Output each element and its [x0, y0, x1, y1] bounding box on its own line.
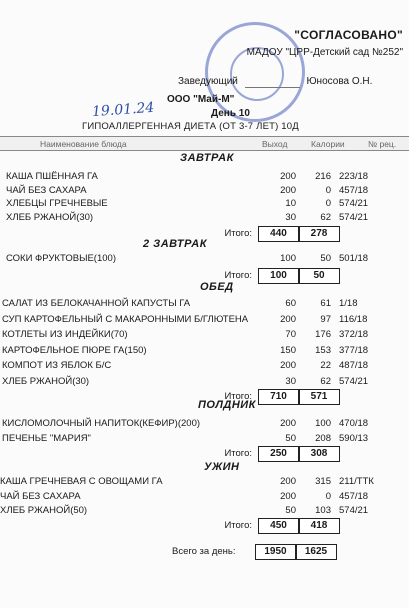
dish-qty: 200	[280, 418, 296, 429]
supplier-name: ООО "Май-М"	[167, 94, 235, 105]
meal-total-label: Итого:	[224, 270, 252, 281]
dish-qty: 200	[280, 184, 296, 196]
grand-total-box	[255, 544, 337, 560]
meal-title: 2 ЗАВТРАК	[143, 238, 208, 250]
head-signature-row	[178, 76, 372, 88]
dish-kcal: 176	[315, 329, 331, 340]
dish-recipe-number: 457/18	[339, 490, 369, 502]
dish-recipe-number: 501/18	[339, 253, 369, 264]
dish-qty: 10	[285, 198, 296, 209]
column-rec-header: № рец.	[368, 139, 397, 149]
dish-qty: 50	[285, 433, 296, 444]
meal-title: ОБЕД	[200, 281, 234, 293]
dish-qty: 200	[280, 313, 296, 325]
dish-recipe-number: 116/18	[339, 313, 368, 325]
dish-kcal: 153	[315, 344, 331, 356]
dish-name: КОМПОТ ИЗ ЯБЛОК Б/С	[2, 360, 112, 371]
column-name-header: Наименование блюда	[40, 139, 127, 149]
meal-total-box	[258, 268, 340, 284]
diet-title: ГИПОАЛЛЕРГЕННАЯ ДИЕТА (ОТ 3-7 ЛЕТ) 10Д	[82, 121, 299, 132]
table-header	[0, 136, 409, 151]
dish-kcal: 100	[315, 418, 331, 429]
dish-name: СОКИ ФРУКТОВЫЕ(100)	[6, 253, 116, 264]
meal-title: ПОЛДНИК	[198, 399, 256, 411]
meal-total-box	[258, 446, 340, 462]
dish-name: КАША ГРЕЧНЕВАЯ С ОВОЩАМИ ГА	[0, 476, 163, 487]
dish-kcal: 208	[315, 433, 331, 444]
dish-kcal: 315	[315, 476, 331, 487]
dish-qty: 200	[280, 490, 296, 502]
dish-name: КИСЛОМОЛОЧНЫЙ НАПИТОК(КЕФИР)(200)	[2, 418, 201, 429]
meal-title: ЗАВТРАК	[180, 152, 234, 164]
dish-recipe-number: 457/18	[339, 184, 369, 196]
dish-kcal: 61	[320, 298, 331, 309]
meal-total-label: Итого:	[224, 520, 252, 531]
dish-kcal: 103	[315, 505, 331, 516]
day-number: День 10	[211, 108, 250, 119]
dish-name: ЧАЙ БЕЗ САХАРА	[0, 490, 81, 502]
meal-total-kcal: 278	[310, 228, 328, 239]
dish-name: ПЕЧЕНЬЕ "МАРИЯ"	[2, 433, 91, 444]
dish-kcal: 62	[320, 211, 331, 223]
meal-total-qty: 250	[270, 448, 287, 459]
dish-recipe-number: 470/18	[339, 418, 369, 429]
meal-total-kcal: 571	[310, 391, 328, 402]
dish-name: ХЛЕБЦЫ ГРЕЧНЕВЫЕ	[6, 198, 108, 209]
dish-name: САЛАТ ИЗ БЕЛОКАЧАННОЙ КАПУСТЫ ГА	[2, 298, 191, 309]
meal-total-qty: 100	[270, 270, 287, 281]
dish-kcal: 0	[325, 198, 331, 209]
dish-name: ХЛЕБ РЖАНОЙ(50)	[0, 505, 88, 516]
column-kcal-header: Калории	[311, 139, 345, 149]
dish-qty: 30	[285, 375, 296, 387]
meal-total-kcal: 418	[310, 520, 328, 531]
approval-title: "СОГЛАСОВАНО"	[294, 28, 403, 42]
dish-qty: 50	[285, 505, 296, 516]
grand-total-kcal: 1625	[304, 546, 328, 557]
dish-qty: 200	[280, 360, 296, 371]
dish-recipe-number: 1/18	[339, 298, 358, 309]
dish-name: КАРТОФЕЛЬНОЕ ПЮРЕ ГА(150)	[2, 344, 147, 356]
head-name: Юносова О.Н.	[306, 76, 373, 87]
dish-name: ХЛЕБ РЖАНОЙ(30)	[2, 375, 90, 387]
handwritten-date: 19.01.24	[91, 99, 155, 121]
dish-recipe-number: 487/18	[339, 360, 369, 371]
dish-qty: 150	[280, 344, 296, 356]
meal-total-box	[258, 518, 340, 534]
meal-total-kcal: 308	[310, 448, 328, 459]
dish-qty: 60	[285, 298, 296, 309]
dish-name: ХЛЕБ РЖАНОЙ(30)	[6, 211, 94, 223]
dish-recipe-number: 590/13	[339, 433, 369, 444]
dish-qty: 70	[285, 329, 296, 340]
organization-stamp	[205, 22, 305, 122]
dish-recipe-number: 223/18	[339, 171, 369, 182]
meal-total-box	[258, 226, 340, 242]
column-qty-header: Выход	[262, 139, 288, 149]
dish-name: КАША ПШЁННАЯ ГА	[6, 171, 98, 182]
dish-kcal: 0	[325, 490, 331, 502]
dish-kcal: 97	[320, 313, 331, 325]
meal-total-label: Итого:	[224, 448, 252, 459]
dish-recipe-number: 372/18	[339, 329, 369, 340]
dish-recipe-number: 574/21	[339, 375, 369, 387]
dish-kcal: 0	[325, 184, 331, 196]
dish-name: КОТЛЕТЫ ИЗ ИНДЕЙКИ(70)	[2, 329, 128, 340]
dish-recipe-number: 574/21	[339, 505, 369, 516]
dish-qty: 200	[280, 171, 296, 182]
dish-kcal: 216	[315, 171, 331, 182]
meal-title: УЖИН	[204, 461, 240, 473]
meal-total-label: Итого:	[224, 228, 252, 239]
meal-total-label: Итого:	[224, 391, 252, 402]
dish-recipe-number: 574/21	[339, 211, 369, 223]
dish-qty: 200	[280, 476, 296, 487]
dish-kcal: 22	[320, 360, 331, 371]
head-label: Заведующий	[178, 76, 238, 87]
kindergarten-name: МАДОУ "ЦРР-Детский сад №252"	[246, 47, 403, 58]
grand-total-qty: 1950	[264, 546, 287, 557]
dish-recipe-number: 211/ТТК	[339, 476, 374, 487]
dish-name: СУП КАРТОФЕЛЬНЫЙ С МАКАРОННЫМИ Б/ГЛЮТЕНА	[2, 313, 249, 325]
meal-total-qty: 450	[270, 520, 287, 531]
meal-total-qty: 440	[270, 228, 287, 239]
dish-kcal: 50	[320, 253, 331, 264]
meal-total-box	[258, 389, 340, 405]
dish-kcal: 62	[320, 375, 331, 387]
dish-recipe-number: 377/18	[339, 344, 369, 356]
dish-qty: 100	[280, 253, 296, 264]
grand-total-label: Всего за день:	[172, 546, 236, 557]
meal-total-qty: 710	[270, 391, 287, 402]
dish-recipe-number: 574/21	[339, 198, 369, 209]
meal-total-kcal: 50	[313, 270, 325, 281]
dish-qty: 30	[285, 211, 296, 223]
dish-name: ЧАЙ БЕЗ САХАРА	[6, 184, 87, 196]
signature-line	[245, 76, 300, 88]
